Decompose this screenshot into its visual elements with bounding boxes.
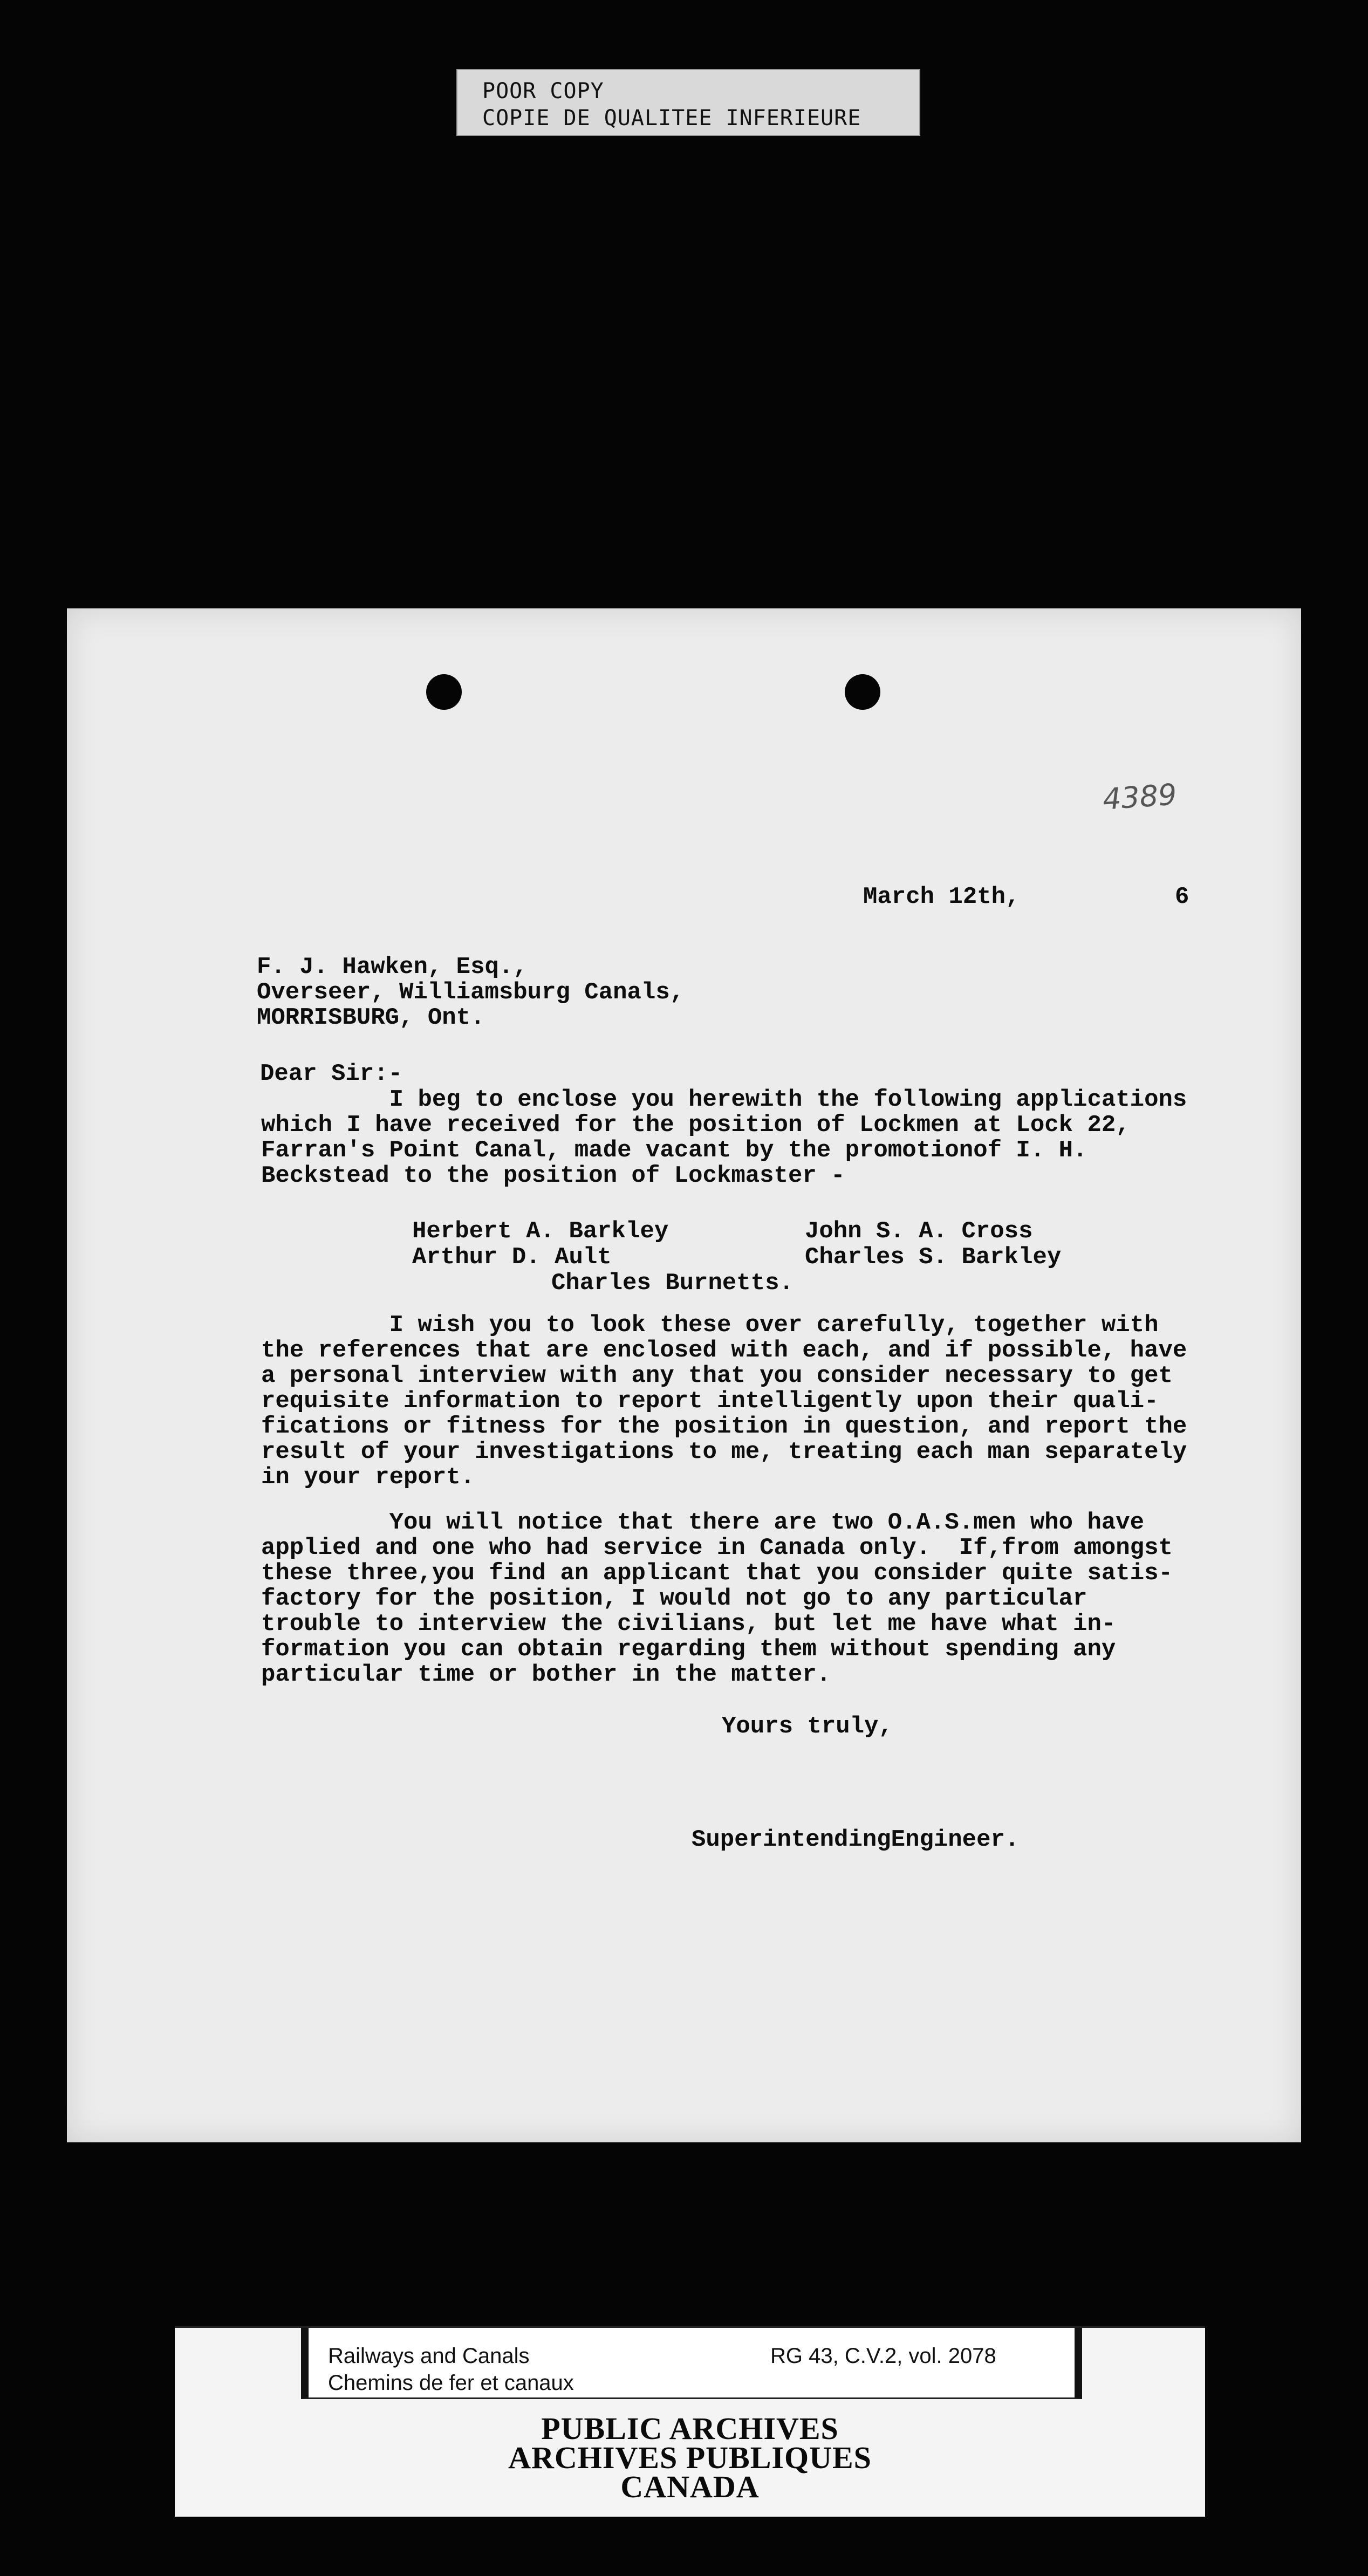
archive-name-country: CANADA <box>620 2469 760 2504</box>
archive-institution-name <box>175 2411 1205 2504</box>
address-line-city: MORRISBURG, Ont. <box>257 1004 485 1031</box>
paragraph-line: these three,you find an applicant that you consider quite satis- <box>261 1560 1173 1587</box>
punch-hole-right <box>845 674 880 710</box>
collection-strip <box>301 2328 1082 2399</box>
punch-hole-left <box>426 674 462 710</box>
salutation: Dear Sir:- <box>260 1060 403 1087</box>
applicant-name: Arthur D. Ault <box>412 1244 612 1271</box>
paragraph-applications <box>261 1087 1329 1189</box>
poor-copy-label <box>456 69 920 136</box>
paragraph-line: factory for the position, I would not go to any particular <box>261 1585 1087 1612</box>
paragraph-line: applied and one who had service in Canada only. If,from amongst <box>261 1534 1173 1561</box>
address-line-title: Overseer, Williamsburg Canals, <box>257 979 685 1006</box>
paragraph-line: Beckstead to the position of Lockmaster - <box>261 1162 845 1189</box>
signature-title: SuperintendingEngineer. <box>692 1826 1020 1853</box>
closing-phrase: Yours truly, <box>722 1713 893 1740</box>
paragraph-line: result of your investigations to me, treating each man separately <box>261 1438 1187 1465</box>
letter-sheet <box>67 608 1301 2142</box>
paragraph-line: in your report. <box>261 1464 475 1491</box>
applicant-name: John S. A. Cross <box>805 1218 1033 1245</box>
poor-copy-english: POOR COPY <box>482 79 604 104</box>
applicant-list <box>412 1219 1167 1300</box>
archive-reference: RG 43, C.V.2, vol. 2078 <box>770 2344 996 2368</box>
paragraph-line: Farran's Point Canal, made vacant by the promotionof I. H. <box>261 1137 1087 1164</box>
paragraph-line: particular time or bother in the matter. <box>261 1661 831 1688</box>
address-line-name: F. J. Hawken, Esq., <box>257 954 528 981</box>
archive-name-english: PUBLIC ARCHIVES <box>541 2411 839 2446</box>
paragraph-notice <box>261 1510 1329 1688</box>
paragraph-line: trouble to interview the civilians, but let me have what in- <box>261 1611 1116 1638</box>
paragraph-line: I wish you to look these over carefully, together with <box>261 1312 1159 1339</box>
applicant-name: Herbert A. Barkley <box>412 1218 669 1245</box>
paragraph-line: which I have received for the position of Lockmen at Lock 22, <box>261 1112 1130 1139</box>
collection-name-french: Chemins de fer et canaux <box>328 2371 574 2395</box>
paragraph-line: You will notice that there are two O.A.S.men who have <box>261 1509 1145 1536</box>
paragraph-line: formation you can obtain regarding them without spending any <box>261 1636 1116 1663</box>
paragraph-line: I beg to enclose you herewith the following applications <box>261 1086 1187 1113</box>
paragraph-line: requisite information to report intelligently upon their quali- <box>261 1388 1159 1415</box>
collection-name-english: Railways and Canals <box>328 2344 530 2368</box>
letter-date: March 12th, <box>863 883 1020 910</box>
recipient-address <box>257 955 684 1031</box>
paragraph-line: the references that are enclosed with each, and if possible, have <box>261 1337 1187 1364</box>
archive-name-french: ARCHIVES PUBLIQUES <box>508 2440 872 2475</box>
handwritten-file-number: 4389 <box>1101 777 1178 817</box>
applicant-name: Charles S. Barkley <box>805 1244 1062 1271</box>
paragraph-line: fications or fitness for the position in question, and report the <box>261 1413 1187 1440</box>
applicant-name: Charles Burnetts. <box>551 1270 794 1297</box>
archive-footer <box>175 2326 1205 2517</box>
poor-copy-french: COPIE DE QUALITEE INFERIEURE <box>482 106 861 131</box>
letter-date-year: 6 <box>1175 883 1189 910</box>
paragraph-instructions <box>261 1313 1329 1490</box>
paragraph-line: a personal interview with any that you consider necessary to get <box>261 1362 1173 1389</box>
